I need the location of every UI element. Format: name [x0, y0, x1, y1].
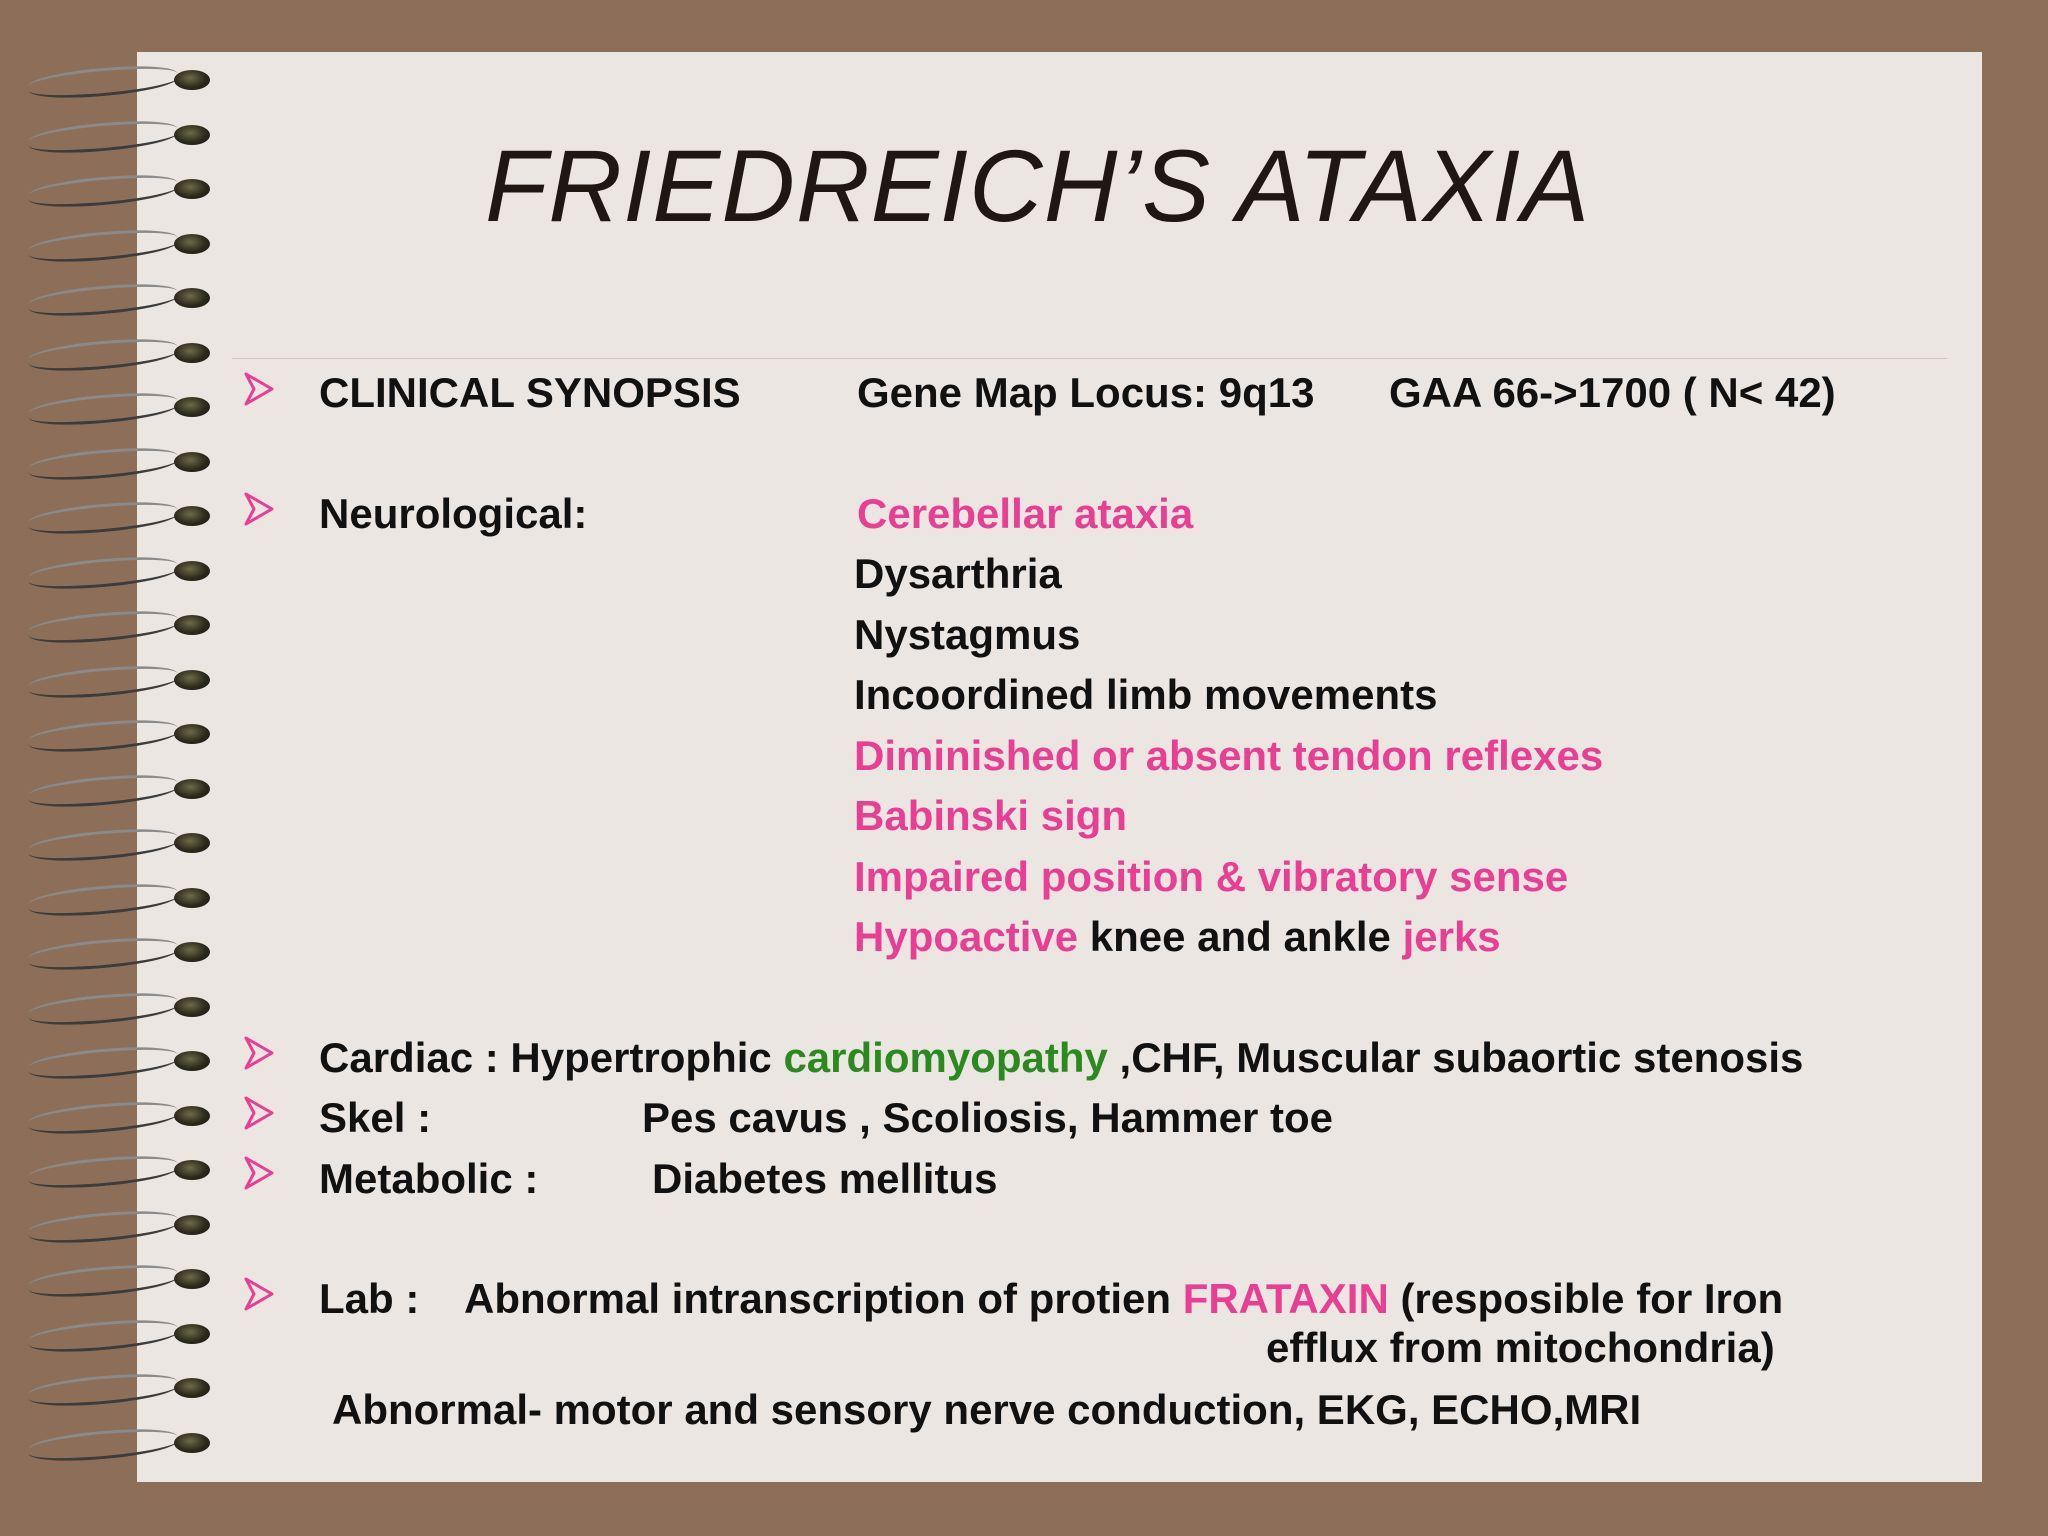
spiral-coil [28, 722, 214, 750]
lab-continuation: efflux from mitochondria) [1266, 1324, 1775, 1371]
neuro-item: Cerebellar ataxia [857, 490, 1194, 537]
spiral-coil [28, 1104, 214, 1132]
neuro-item: Dysarthria [854, 550, 1062, 597]
neuro-item: Impaired position & vibratory sense [854, 853, 1569, 900]
binding-hole [174, 615, 210, 635]
binding-hole [174, 997, 210, 1017]
gene-locus: Gene Map Locus: 9q13 [857, 369, 1315, 416]
metabolic-label: Metabolic : [319, 1155, 539, 1202]
spiral-coil [28, 450, 214, 478]
binding-hole [174, 288, 210, 308]
spiral-coil [28, 559, 214, 587]
frataxin-text: FRATAXIN [1182, 1275, 1389, 1322]
spiral-coil [28, 940, 214, 968]
binding-hole [174, 670, 210, 690]
arrowhead-bullet-icon [244, 492, 274, 526]
arrowhead-bullet-icon [244, 1156, 274, 1190]
neuro-item: Incoordined limb movements [854, 671, 1438, 718]
binding-hole [174, 833, 210, 853]
spiral-coil [28, 995, 214, 1023]
slide-title: FRIEDREICH’S ATAXIA [485, 129, 1591, 243]
spiral-coil [28, 1267, 214, 1295]
gaa-repeat: GAA 66->1700 ( N< 42) [1389, 369, 1836, 416]
binding-hole [174, 452, 210, 472]
binding-hole [174, 779, 210, 799]
binding-hole [174, 1051, 210, 1071]
skel-label: Skel : [319, 1094, 432, 1141]
arrowhead-bullet-icon [244, 1036, 274, 1070]
knee-ankle-text: knee and ankle [1078, 913, 1403, 960]
binding-hole [174, 561, 210, 581]
cardiac-rest: ,CHF, Muscular subaortic stenosis [1107, 1034, 1804, 1081]
binding-hole [174, 1160, 210, 1180]
skel-value: Pes cavus , Scoliosis, Hammer toe [642, 1094, 1333, 1141]
lab-text-before: Abnormal intranscription of protien [464, 1275, 1183, 1322]
binding-hole [174, 70, 210, 90]
binding-hole [174, 1269, 210, 1289]
arrowhead-bullet-icon [244, 372, 274, 406]
neuro-item: Nystagmus [854, 611, 1081, 658]
spiral-coil [28, 886, 214, 914]
binding-hole [174, 888, 210, 908]
synopsis-label: CLINICAL SYNOPSIS [319, 369, 741, 416]
binding-hole [174, 343, 210, 363]
spiral-coil [28, 286, 214, 314]
spiral-coil [28, 777, 214, 805]
binding-hole [174, 1106, 210, 1126]
spiral-coil [28, 123, 214, 151]
jerks-text: jerks [1402, 913, 1501, 960]
binding-hole [174, 1433, 210, 1453]
neuro-item: Diminished or absent tendon reflexes [854, 732, 1604, 779]
spiral-coil [28, 613, 214, 641]
spiral-coil [28, 1322, 214, 1350]
spiral-coil [28, 341, 214, 369]
lab-label: Lab : [319, 1275, 420, 1322]
spiral-coil [28, 668, 214, 696]
binding-hole [174, 1378, 210, 1398]
spiral-coil [28, 1213, 214, 1241]
spiral-coil [28, 831, 214, 859]
binding-hole [174, 724, 210, 744]
cardiac-label: Cardiac : Hypertrophic [319, 1034, 784, 1081]
lab-line [464, 1275, 1784, 1322]
binding-hole [174, 234, 210, 254]
arrowhead-bullet-icon [244, 1096, 274, 1130]
binding-hole [174, 1215, 210, 1235]
title-divider [232, 358, 1947, 359]
spiral-coil [28, 1049, 214, 1077]
cardiac-line [319, 1034, 1804, 1081]
binding-hole [174, 942, 210, 962]
binding-hole [174, 179, 210, 199]
hypoactive-text: Hypoactive [854, 913, 1079, 960]
spiral-coil [28, 232, 214, 260]
lab-abnormal: Abnormal- motor and sensory nerve conduction, EKG, ECHO,MRI [332, 1386, 1642, 1433]
binding-hole [174, 1324, 210, 1344]
cardiomyopathy-text: cardiomyopathy [783, 1034, 1108, 1081]
lab-text-after: (resposible for Iron [1388, 1275, 1784, 1322]
binding-hole [174, 506, 210, 526]
spiral-coil [28, 395, 214, 423]
binding-hole [174, 397, 210, 417]
metabolic-value: Diabetes mellitus [652, 1155, 998, 1202]
binding-hole [174, 125, 210, 145]
spiral-coil [28, 1376, 214, 1404]
neuro-item [854, 913, 1501, 960]
spiral-coil [28, 504, 214, 532]
spiral-coil [28, 1431, 214, 1459]
neurological-label: Neurological: [319, 490, 588, 537]
spiral-coil [28, 177, 214, 205]
arrowhead-bullet-icon [244, 1277, 274, 1311]
spiral-coil [28, 68, 214, 96]
spiral-coil [28, 1158, 214, 1186]
neuro-item: Babinski sign [854, 792, 1128, 839]
